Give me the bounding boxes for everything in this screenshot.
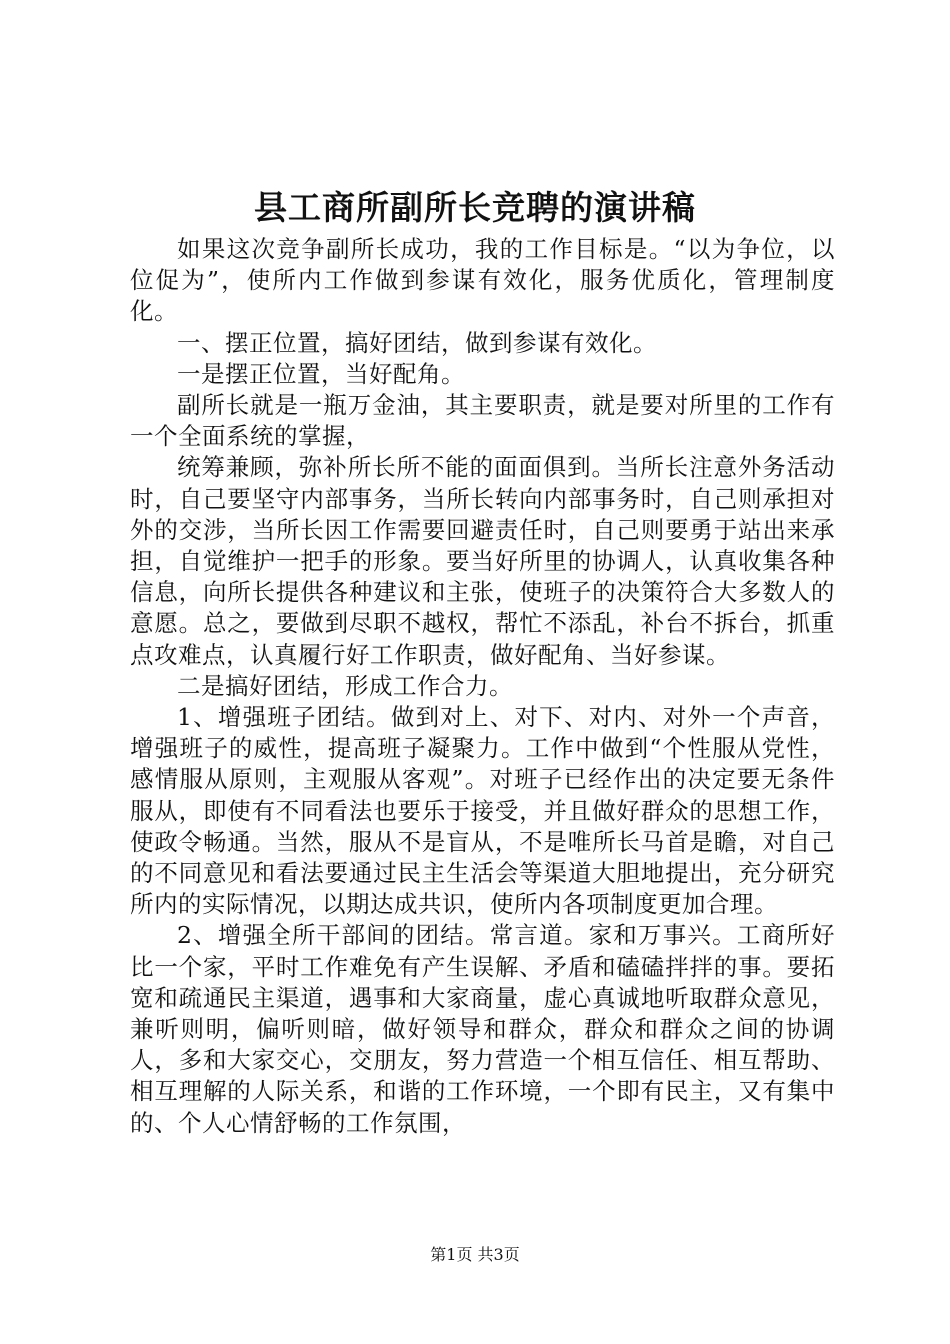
page-footer: 第1页 共3页 (430, 1245, 520, 1264)
paragraph-8: 2、增强全所干部间的团结。常言道。家和万事兴。工商所好比一个家，平时工作难免有产生误解、矛盾和磕磕拌拌的事。要拓宽和疏通民主渠道，遇事和大家商量，虚心真诚地听取群众意见，兼听则明，偏听则暗，做好领导和群众，群众和群众之间的协调人，多和大家交心，交朋友，努力营造一个相互信任、相互帮助、相互理解的人际关系，和谐的工作环境，一个即有民主，又有集中的、个人心情舒畅的工作氛围， (130, 921, 835, 1137)
paragraph-5: 统筹兼顾，弥补所长所不能的面面俱到。当所长注意外务活动时，自己要坚守内部事务，当所长转向内部事务时，自己则承担对外的交涉，当所长因工作需要回避责任时，自己则要勇于站出来承担，自觉维护一把手的形象。要当好所里的协调人，认真收集各种信息，向所长提供各种建议和主张，使班子的决策符合大多数人的意愿。总之，要做到尽职不越权，帮忙不添乱，补台不拆台，抓重点攻难点，认真履行好工作职责，做好配角、当好参谋。 (130, 453, 835, 669)
paragraph-3: 一是摆正位置，当好配角。 (177, 359, 465, 388)
paragraph-4: 副所长就是一瓶万金油，其主要职责，就是要对所里的工作有一个全面系统的掌握， (130, 391, 835, 451)
paragraph-7: 1、增强班子团结。做到对上、对下、对内、对外一个声音，增强班子的威性，提高班子凝聚力。工作中做到“个性服从党性，感情服从原则，主观服从客观”。对班子已经作出的决定要无条件服从，即使有不同看法也要乐于接受，并且做好群众的思想工作，使政令畅通。当然，服从不是盲从，不是唯所长马首是瞻，对自己的不同意见和看法要通过民主生活会等渠道大胆地提出，充分研究所内的实际情况，以期达成共识，使所内各项制度更加合理。 (130, 703, 835, 919)
paragraph-2: 一、摆正位置，搞好团结，做到参谋有效化。 (177, 328, 657, 357)
paragraph-1: 如果这次竞争副所长成功，我的工作目标是。“以为争位，以位促为”，使所内工作做到参谋有效化，服务优质化，管理制度化。 (130, 235, 835, 326)
paragraph-6: 二是搞好团结，形成工作合力。 (177, 671, 513, 700)
document-body (130, 234, 835, 1139)
document-title: 县工商所副所长竞聘的演讲稿 (254, 188, 696, 227)
